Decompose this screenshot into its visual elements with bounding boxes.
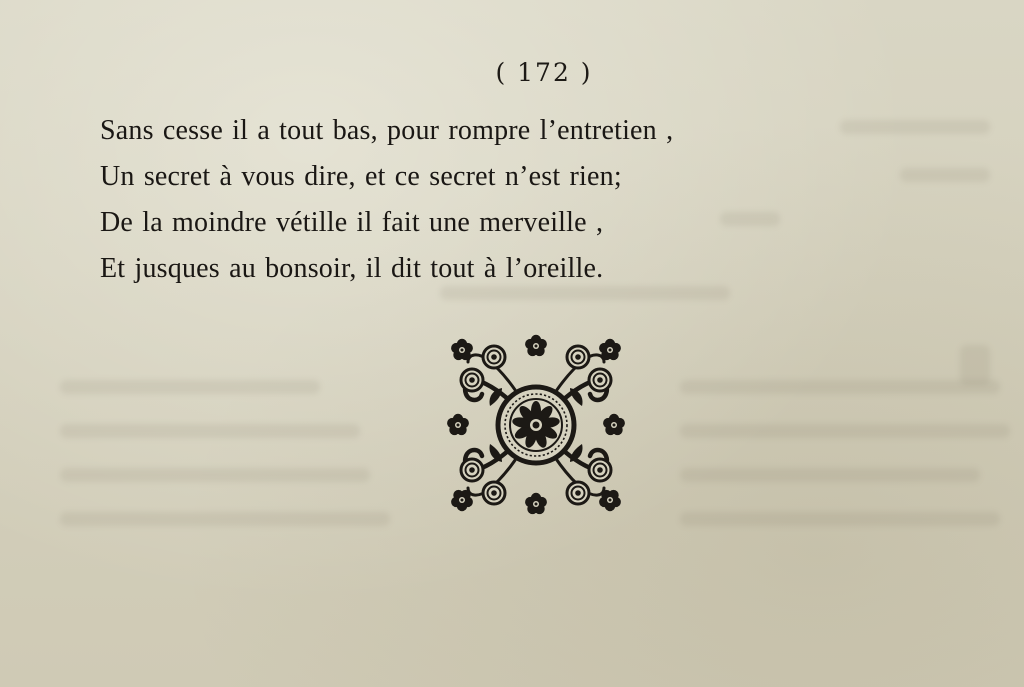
floral-rosette-ornament-icon xyxy=(444,332,628,518)
poem-line: Un secret à vous dire, et ce secret n’est rien; xyxy=(100,161,622,192)
page-number: ( 172 ) xyxy=(495,58,593,87)
poem-line: Et jusques au bonsoir, il dit tout à l’oreille. xyxy=(100,253,604,284)
poem-line: Sans cesse il a tout bas, pour rompre l’entretien , xyxy=(100,115,674,146)
poem-line: De la moindre vétille il fait une merveille , xyxy=(100,207,604,238)
poem-stanza xyxy=(100,108,980,292)
